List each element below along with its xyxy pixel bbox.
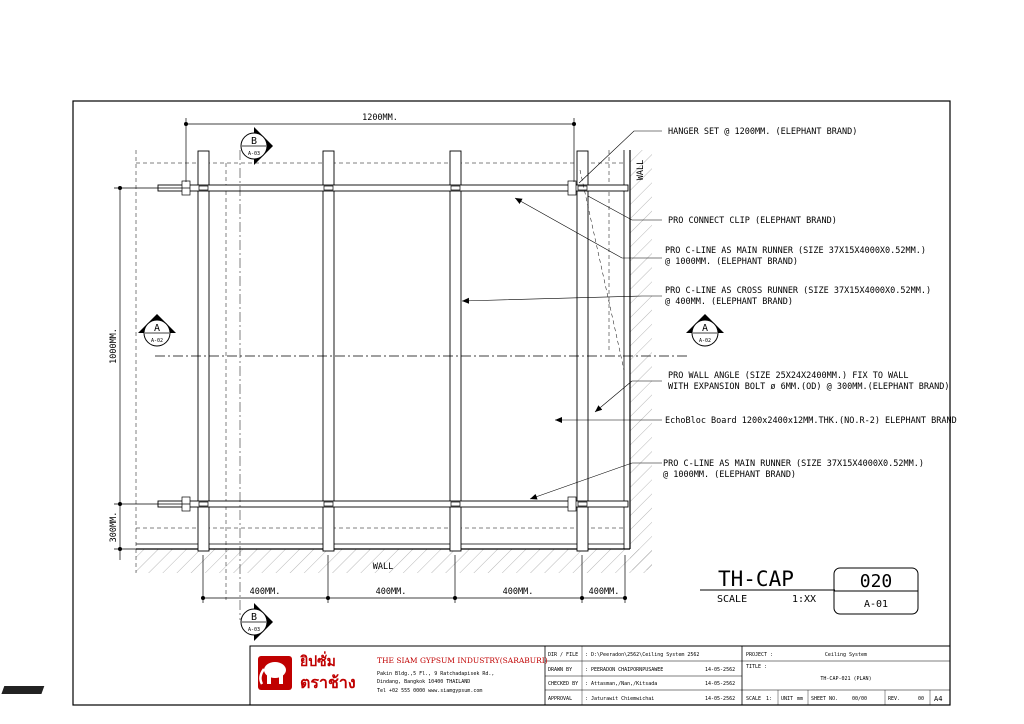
company-name: THE SIAM GYPSUM INDUSTRY(SARABURI)	[377, 656, 548, 665]
sheetno-label: SHEET NO.	[811, 696, 839, 702]
title-label: TITLE :	[746, 664, 768, 670]
company-address-1: Pakin Bldg.,5 Fl., 9 Ratchadapisek Rd.,	[377, 671, 495, 677]
size-value: A4	[934, 695, 943, 703]
label-sheet: A-01	[863, 599, 889, 610]
annotation-cross-runner: PRO C-LINE AS CROSS RUNNER (SIZE 37X15X4000X0.52MM.)	[665, 286, 932, 296]
drawn-label: DRAWN BY	[548, 667, 573, 673]
dim-bottom-2: 400MM.	[375, 587, 407, 597]
project-label: PROJECT :	[746, 652, 774, 658]
checked-date: 14-05-2562	[705, 681, 736, 687]
checked-value: : Attasman,/Nan,/Kitsada	[585, 681, 658, 687]
dim-left-label: 1000MM.	[109, 328, 119, 364]
annotation-hanger: HANGER SET @ 1200MM. (ELEPHANT BRAND)	[668, 127, 858, 137]
approval-value: : Jaturawit Chiemwichai	[585, 696, 655, 702]
section-a-right-ref: A-02	[698, 338, 712, 344]
scale-value: 1:	[766, 696, 773, 702]
label-scale-value: 1:XX	[792, 594, 817, 605]
approval-date: 14-05-2562	[705, 696, 736, 702]
annotation-main-runner-2b: @ 1000MM. (ELEPHANT BRAND)	[663, 470, 797, 480]
title-value: TH-CAP-021 (PLAN)	[820, 676, 872, 682]
scale-label: SCALE	[746, 696, 762, 702]
dir-value: : D:\Peeradon\2562\Ceiling System 2562	[585, 652, 700, 658]
annotation-wall-angle: PRO WALL ANGLE (SIZE 25X24X2400MM.) FIX TO WALL	[668, 371, 909, 381]
drawn-value: : PEERADON CHAIPORNPUSAWEE	[585, 667, 664, 673]
label-code: TH-CAP	[718, 567, 794, 591]
annotation-wall-angle-b: WITH EXPANSION BOLT ø 6MM.(OD) @ 300MM.(ELEPHANT BRAND)	[668, 382, 950, 392]
logo-thai-top: ยิปซั่ม	[300, 654, 336, 670]
dir-label: DIR / FILE	[548, 652, 579, 658]
dim-top-label: 1200MM.	[362, 113, 398, 123]
bottom-wall-hatch	[136, 549, 652, 573]
dim-bottom-1: 400MM.	[249, 587, 281, 597]
section-a-left-letter: A	[153, 323, 161, 334]
main-runners	[158, 185, 628, 507]
logo-thai-bottom: ตราช้าง	[300, 673, 356, 692]
dim-bottom-4: 400MM.	[588, 587, 620, 597]
unit-value: mm	[797, 696, 804, 702]
cross-runners	[198, 151, 588, 551]
checked-label: CHECKED BY	[548, 681, 579, 687]
sheetno-value: 00/00	[852, 696, 868, 702]
section-a-right-letter: A	[701, 323, 709, 334]
approval-label: APPROVAL	[548, 696, 573, 702]
dim-bottom-3: 400MM.	[502, 587, 534, 597]
company-contact: Tel +02 555 0000 www.siamgypsum.com	[377, 688, 483, 694]
hanger-marks	[182, 181, 587, 511]
drawn-date: 14-05-2562	[705, 667, 736, 673]
wall-label-bottom: WALL	[372, 562, 394, 572]
rev-value: 00	[918, 696, 925, 702]
annotation-main-runner-2: PRO C-LINE AS MAIN RUNNER (SIZE 37X15X4000X0.52MM.)	[663, 459, 924, 469]
section-b-bottom-ref: A-03	[247, 627, 261, 633]
section-b-top-ref: A-03	[247, 151, 261, 157]
label-number: 020	[859, 571, 893, 592]
section-b-bottom-letter: B	[250, 612, 258, 623]
project-value: Ceiling System	[824, 652, 868, 658]
dim-left-small-label: 300MM.	[109, 511, 119, 543]
label-scale-label: SCALE	[717, 594, 748, 605]
rev-label: REV.	[888, 696, 901, 702]
elephant-logo	[1, 656, 292, 694]
wall-label-right: WALL	[636, 159, 646, 181]
annotation-board: EchoBloc Board 1200x2400x12MM.THK.(NO.R-2) ELEPHANT BRAND	[665, 416, 957, 426]
left-dimension	[114, 188, 190, 560]
right-wall-hatch	[630, 150, 652, 570]
section-b-top-letter: B	[250, 136, 258, 147]
annotation-main-runner-1b: @ 1000MM. (ELEPHANT BRAND)	[665, 257, 799, 267]
annotation-main-runner-1: PRO C-LINE AS MAIN RUNNER (SIZE 37X15X4000X0.52MM.)	[665, 246, 926, 256]
unit-label: UNIT	[781, 696, 794, 702]
annotation-cross-runner-b: @ 400MM. (ELEPHANT BRAND)	[665, 297, 793, 307]
annotation-connect-clip: PRO CONNECT CLIP (ELEPHANT BRAND)	[668, 216, 837, 226]
section-a-left-ref: A-02	[150, 338, 164, 344]
company-address-2: Dindang, Bangkok 10400 THAILAND	[377, 679, 471, 685]
